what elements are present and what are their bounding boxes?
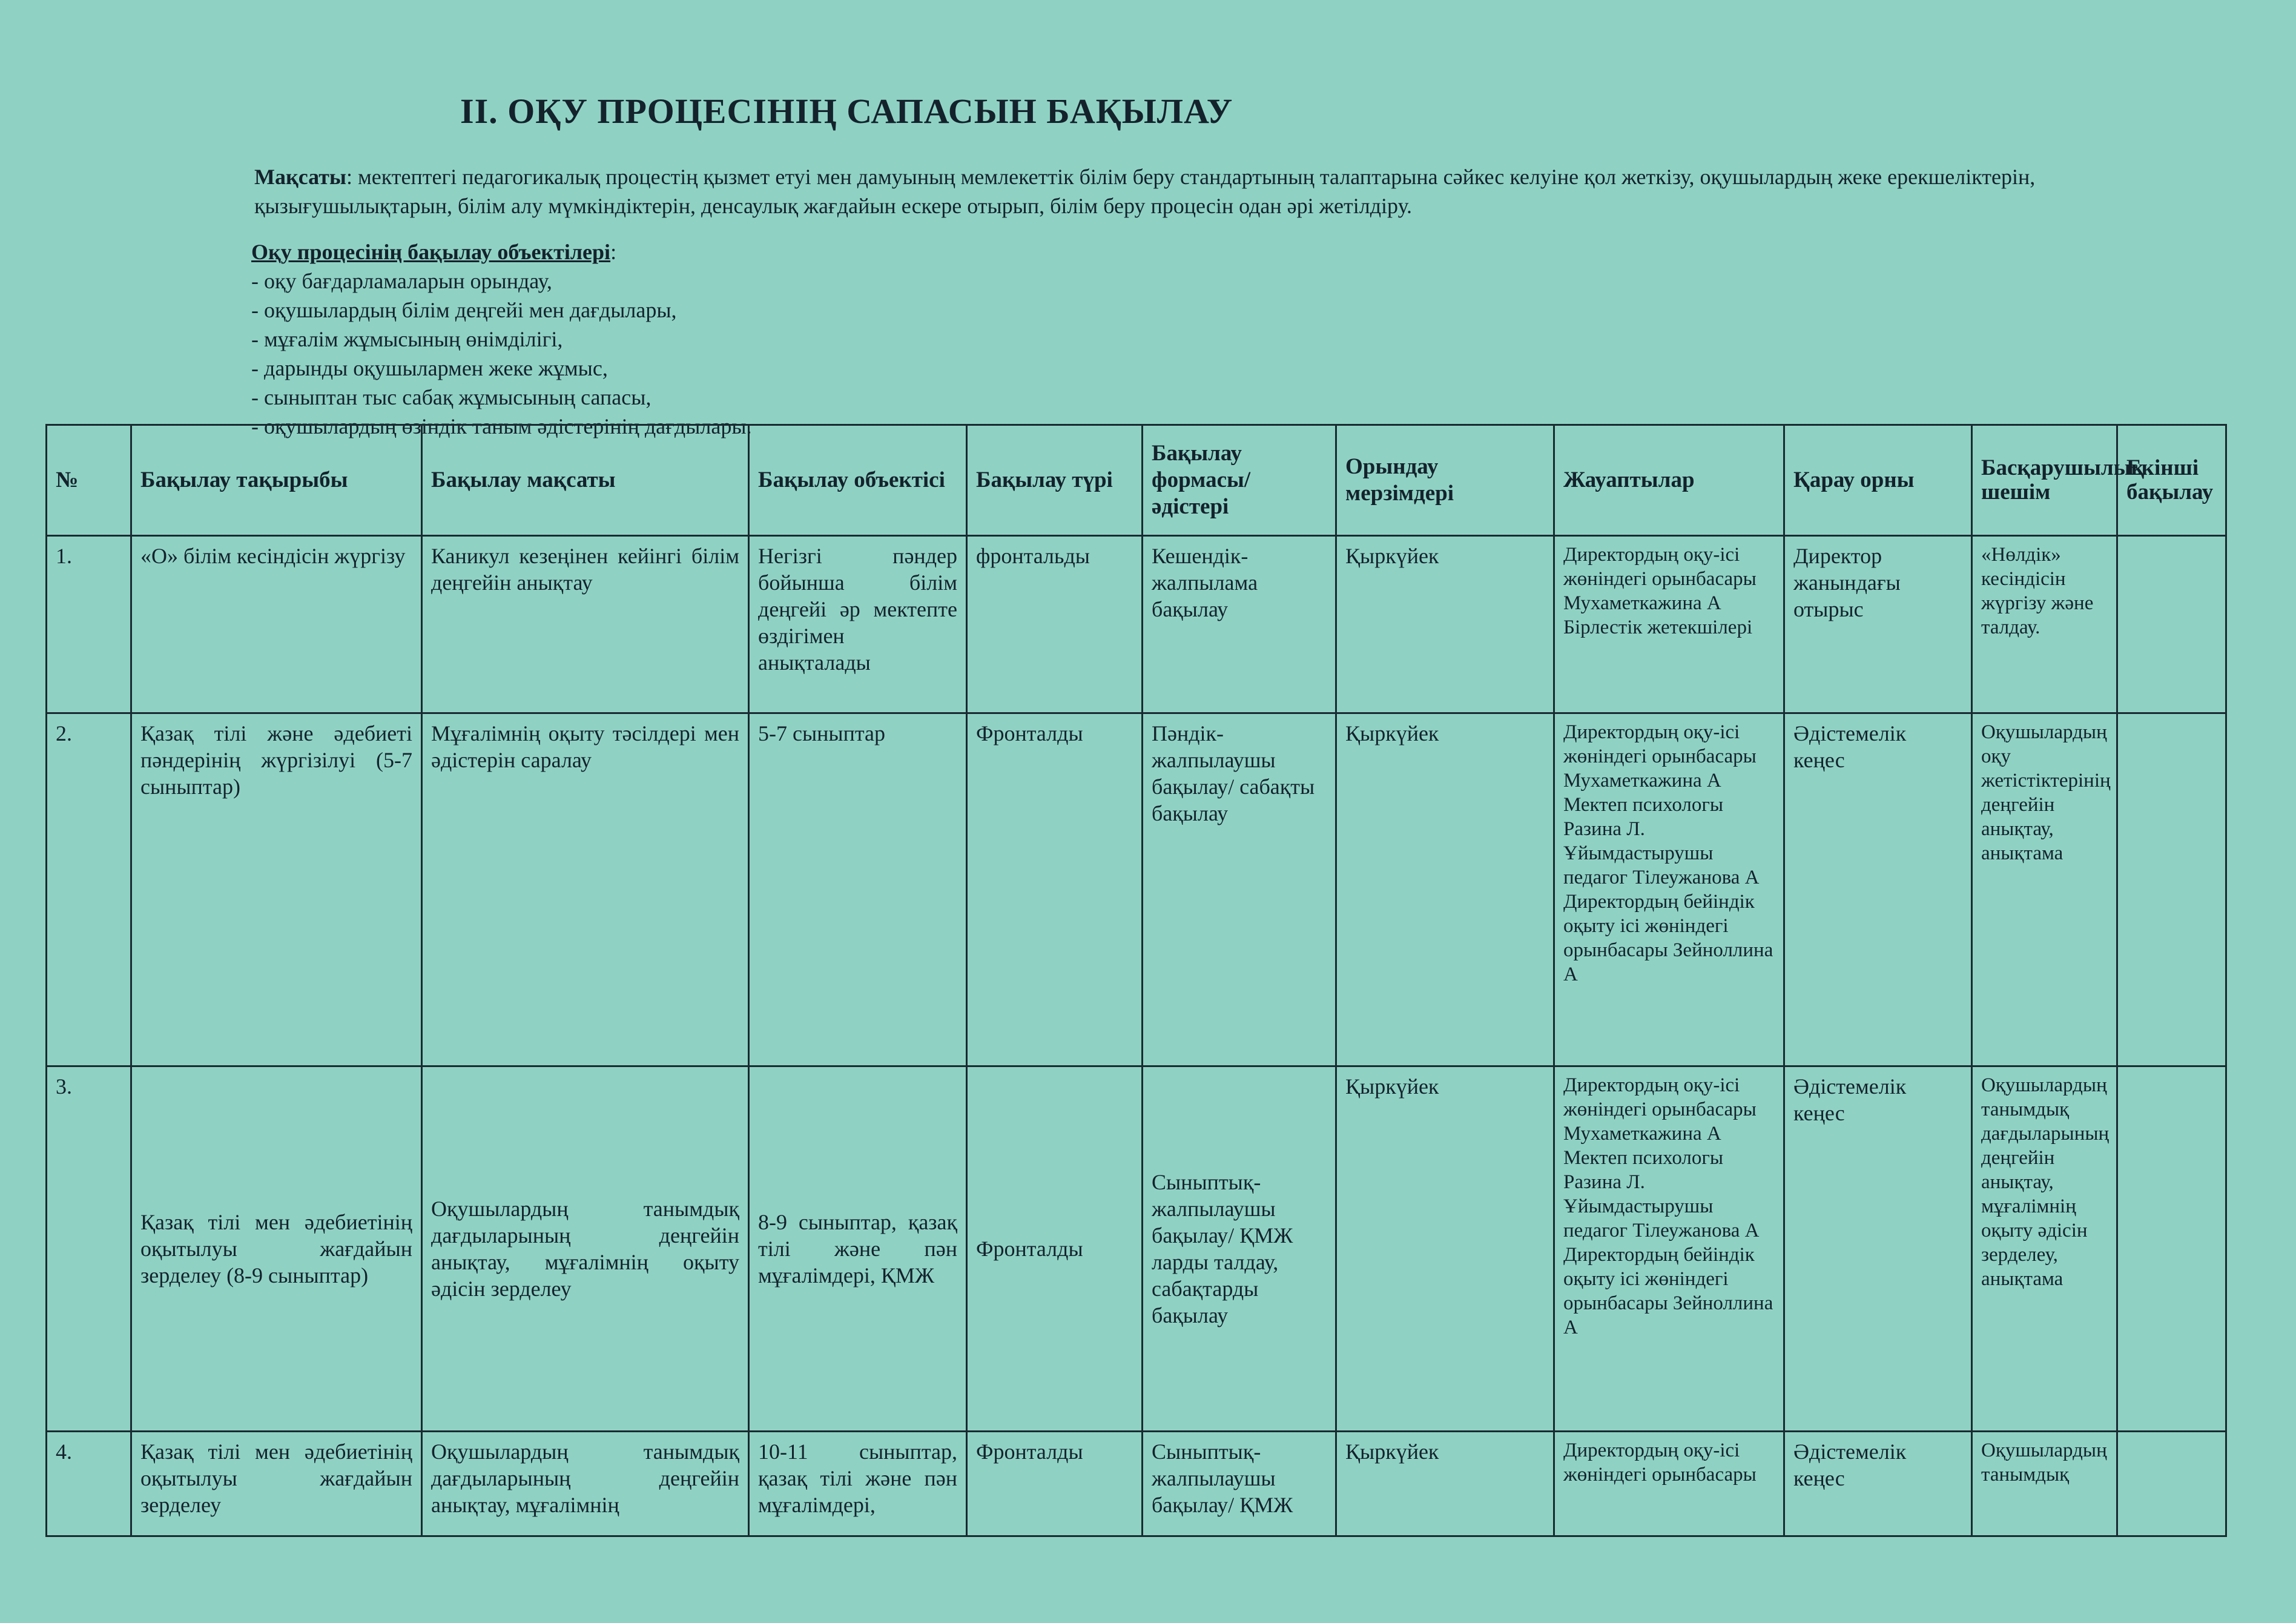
cell-topic: Қазақ тілі мен әдебиетінің оқытылуы жағдайын зерделеу (8-9 сыныптар) bbox=[131, 1066, 422, 1432]
cell-goal: Каникул кезеңінен кейінгі білім деңгейін анықтау bbox=[422, 536, 749, 713]
header-topic: Бақылау тақырыбы bbox=[131, 425, 422, 536]
header-type: Бақылау түрі bbox=[967, 425, 1143, 536]
header-deadline: Орындау мерзімдері bbox=[1336, 425, 1554, 536]
cell-venue: Әдістемелік кеңес bbox=[1784, 1066, 1972, 1432]
list-item: - оқушылардың білім деңгейі мен дағдылары, bbox=[251, 296, 752, 325]
cell-form: Пәндік-жалпылаушы бақылау/ сабақты бақылау bbox=[1143, 713, 1336, 1066]
cell-num: 4. bbox=[47, 1432, 131, 1536]
table-row bbox=[47, 713, 2226, 1066]
cell-decision: «Нөлдік» кесіндісін жүргізу және талдау. bbox=[1972, 536, 2117, 713]
cell-decision: Оқушылардың оқу жетістіктерінің деңгейін анықтау, анықтама bbox=[1972, 713, 2117, 1066]
cell-deadline: Қыркүйек bbox=[1336, 713, 1554, 1066]
cell-num: 3. bbox=[47, 1066, 131, 1432]
cell-type: Фронталды bbox=[967, 713, 1143, 1066]
cell-decision: Оқушылардың танымдық дағдыларының деңгейін анықтау, мұғалімнің оқыту әдісін зерделеу, анықтама bbox=[1972, 1066, 2117, 1432]
cell-second bbox=[2117, 1066, 2226, 1432]
cell-goal: Оқушылардың танымдық дағдыларының деңгейін анықтау, мұғалімнің оқыту әдісін зерделеу bbox=[422, 1066, 749, 1432]
list-item: - сыныптан тыс сабақ жұмысының сапасы, bbox=[251, 383, 752, 412]
cell-deadline: Қыркүйек bbox=[1336, 536, 1554, 713]
goal-text: : мектептегі педагогикалық процестің қызмет етуі мен дамуының мемлекеттік білім беру стандартының талаптарына сәйкес келуіне қол жеткізу, оқушылардың жеке ерекшеліктерін, қызығушылықтарын, білім алу мүмкіндіктерін, денсаулық жағдайын ескере отырып, білім беру процесін одан әрі жетілдіру. bbox=[254, 165, 2036, 218]
header-decision: Басқарушылық шешім bbox=[1972, 425, 2117, 536]
cell-object: 5-7 сыныптар bbox=[749, 713, 967, 1066]
table-row bbox=[47, 1432, 2226, 1536]
list-item: - мұғалім жұмысының өнімділігі, bbox=[251, 325, 752, 354]
control-plan-table bbox=[45, 424, 2227, 1537]
cell-second bbox=[2117, 713, 2226, 1066]
cell-num: 1. bbox=[47, 536, 131, 713]
cell-topic: Қазақ тілі және әдебиеті пәндерінің жүргізілуі (5-7 сыныптар) bbox=[131, 713, 422, 1066]
cell-venue: Әдістемелік кеңес bbox=[1784, 1432, 1972, 1536]
header-goal: Бақылау мақсаты bbox=[422, 425, 749, 536]
objects-list bbox=[251, 266, 752, 441]
cell-topic: Қазақ тілі мен әдебиетінің оқытылуы жағдайын зерделеу bbox=[131, 1432, 422, 1536]
cell-type: Фронталды bbox=[967, 1432, 1143, 1536]
page-title: ІІ. ОҚУ ПРОЦЕСІНІҢ САПАСЫН БАҚЫЛАУ bbox=[460, 91, 1233, 131]
cell-deadline: Қыркүйек bbox=[1336, 1066, 1554, 1432]
cell-type: Фронталды bbox=[967, 1066, 1143, 1432]
table-row bbox=[47, 536, 2226, 713]
cell-deadline: Қыркүйек bbox=[1336, 1432, 1554, 1536]
cell-second bbox=[2117, 536, 2226, 713]
cell-object: 10-11 сыныптар, қазақ тілі және пән мұғалімдері, bbox=[749, 1432, 967, 1536]
cell-type: фронтальды bbox=[967, 536, 1143, 713]
table-row bbox=[47, 1066, 2226, 1432]
header-venue: Қарау орны bbox=[1784, 425, 1972, 536]
cell-form: Кешендік-жалпылама бақылау bbox=[1143, 536, 1336, 713]
cell-responsible: Директордың оқу-ісі жөніндегі орынбасары Мухаметкажина А Бірлестік жетекшілері bbox=[1554, 536, 1784, 713]
objects-header: Оқу процесінің бақылау объектілері bbox=[251, 240, 611, 264]
cell-second bbox=[2117, 1432, 2226, 1536]
cell-decision: Оқушылардың танымдық bbox=[1972, 1432, 2117, 1536]
header-form: Бақылау формасы/ әдістері bbox=[1143, 425, 1336, 536]
table-header-row bbox=[47, 425, 2226, 536]
goal-label: Мақсаты bbox=[254, 165, 346, 189]
header-num: № bbox=[47, 425, 131, 536]
header-object: Бақылау объектісі bbox=[749, 425, 967, 536]
list-item: - оқушылардың өзіндік таным әдістерінің дағдылары. bbox=[251, 412, 752, 441]
objects-colon: : bbox=[610, 240, 617, 264]
header-second: Екінші бақылау bbox=[2117, 425, 2226, 536]
cell-topic: «О» білім кесіндісін жүргізу bbox=[131, 536, 422, 713]
control-objects bbox=[251, 237, 752, 441]
cell-responsible: Директордың оқу-ісі жөніндегі орынбасары bbox=[1554, 1432, 1784, 1536]
cell-form: Сыныптық-жалпылаушы бақылау/ ҚМЖ bbox=[1143, 1432, 1336, 1536]
list-item: - оқу бағдарламаларын орындау, bbox=[251, 266, 752, 296]
header-responsible: Жауаптылар bbox=[1554, 425, 1784, 536]
cell-responsible: Директордың оқу-ісі жөніндегі орынбасары Мухаметкажина А Мектеп психологы Разина Л. Ұйымдастырушы педагог Тілеужанова А Директордың бейіндік оқыту ісі жөніндегі орынбасары Зейноллина А bbox=[1554, 713, 1784, 1066]
cell-goal: Мұғалімнің оқыту тәсілдері мен әдістерін саралау bbox=[422, 713, 749, 1066]
list-item: - дарынды оқушылармен жеке жұмыс, bbox=[251, 354, 752, 383]
cell-object: 8-9 сыныптар, қазақ тілі және пән мұғалімдері, ҚМЖ bbox=[749, 1066, 967, 1432]
cell-num: 2. bbox=[47, 713, 131, 1066]
cell-venue: Әдістемелік кеңес bbox=[1784, 713, 1972, 1066]
goal-paragraph bbox=[151, 162, 2149, 220]
cell-object: Негізгі пәндер бойынша білім деңгейі әр мектепте өздігімен анықталады bbox=[749, 536, 967, 713]
cell-venue: Директор жанындағы отырыс bbox=[1784, 536, 1972, 713]
cell-form: Сыныптық-жалпылаушы бақылау/ ҚМЖ ларды талдау, сабақтарды бақылау bbox=[1143, 1066, 1336, 1432]
cell-goal: Оқушылардың танымдық дағдыларының деңгейін анықтау, мұғалімнің bbox=[422, 1432, 749, 1536]
cell-responsible: Директордың оқу-ісі жөніндегі орынбасары Мухаметкажина А Мектеп психологы Разина Л. Ұйымдастырушы педагог Тілеужанова А Директордың бейіндік оқыту ісі жөніндегі орынбасары Зейноллина А bbox=[1554, 1066, 1784, 1432]
